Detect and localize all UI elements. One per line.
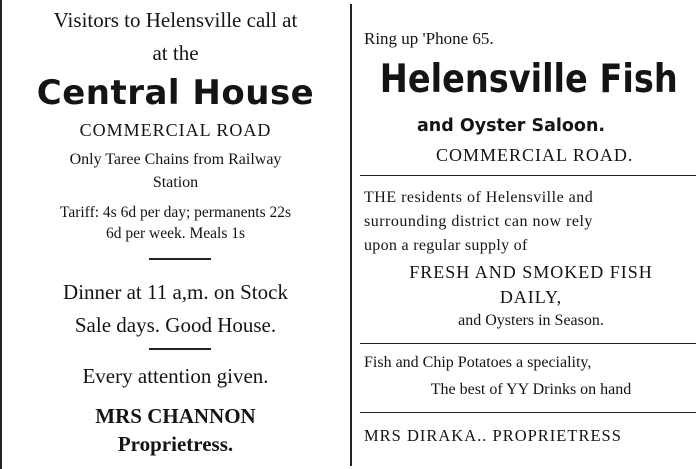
body-line-3: upon a regular supply of [364,237,528,254]
proprietor-name: MRS CHANNON [95,404,256,428]
extra-line-1: Fish and Chip Potatoes a speciality, [364,354,592,371]
body-line-2: surrounding district can now rely [364,213,593,230]
product-line-2: DAILY, [499,287,563,307]
fish-shop-title: Helensville Fish [379,57,678,102]
phone-line: Ring up 'Phone 65. [364,29,494,48]
central-house-title: Central House [36,73,315,113]
body-line-1: THE residents of Helensville and [364,189,594,206]
product-line-1: FRESH AND SMOKED FISH [409,262,653,282]
horizontal-rule [360,343,696,344]
horizontal-rule [360,175,696,176]
short-divider-rule [149,348,211,350]
proprietor-title: Proprietress. [117,432,234,456]
fish-shop-address: COMMERCIAL ROAD. [436,145,634,165]
distance-line-2: Station [152,174,199,191]
dinner-line-1: Dinner at 11 a,m. on Stock [63,280,288,304]
dinner-line-2: Sale days. Good House. [74,313,277,337]
at-the-line: at the [152,41,199,65]
short-divider-rule [149,258,211,260]
fish-shop-subtitle: and Oyster Saloon. [416,116,606,136]
central-house-advertisement [4,0,347,469]
fish-shop-proprietor: MRS DIRAKA.. PROPRIETRESS [364,426,622,445]
product-line-3: and Oysters in Season. [458,312,604,329]
column-divider-rule [350,4,352,466]
extra-line-2: The best of YY Drinks on hand [430,381,632,398]
central-house-address: COMMERCIAL ROAD [79,120,272,140]
visitors-line: Visitors to Helensville call at [53,8,298,32]
tariff-line-2: 6d per week. Meals 1s [105,225,246,242]
fish-saloon-advertisement [356,0,696,469]
horizontal-rule [360,412,696,413]
left-border-rule [0,0,2,469]
attention-line: Every attention given. [82,364,269,388]
distance-line-1: Only Taree Chains from Railway [69,151,282,168]
tariff-line-1: Tariff: 4s 6d per day; permanents 22s [59,204,292,221]
